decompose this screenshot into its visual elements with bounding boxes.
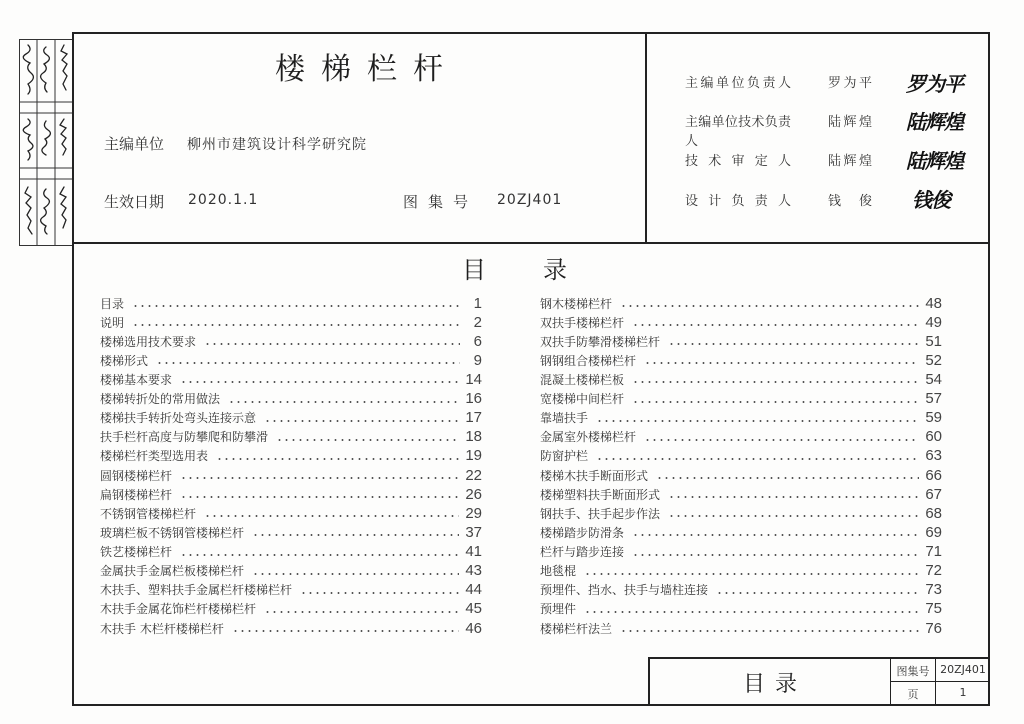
atlas-number-label: 图集号	[896, 665, 930, 678]
toc-entry-page: 72	[925, 562, 942, 580]
toc-entry-page: 68	[925, 504, 942, 522]
toc-leader-dots	[668, 489, 919, 499]
toc-entry-page: 52	[925, 351, 942, 369]
toc-entry-page: 73	[925, 581, 942, 599]
toc-entry-page: 41	[465, 543, 482, 561]
toc-entry	[100, 352, 482, 368]
toc-entry-title: 扁钢楼梯栏杆	[100, 487, 173, 502]
signoff-signature: 陆辉煌	[906, 110, 963, 134]
toc-entry-title: 楼梯形式	[100, 353, 149, 368]
toc-entry-title: 混凝土楼梯栏板	[540, 372, 625, 387]
toc-entry	[100, 314, 482, 330]
toc-entry	[100, 486, 482, 502]
toc-entry	[100, 391, 482, 407]
toc-entry	[100, 601, 482, 617]
toc-entry-page: 51	[925, 332, 942, 350]
toc-entry	[540, 429, 942, 445]
signoff-signature: 罗为平	[906, 72, 963, 96]
toc-entry	[100, 582, 482, 598]
toc-leader-dots	[716, 585, 919, 595]
signoff-role: 主编单位负责人	[685, 76, 791, 91]
toc-leader-dots	[632, 547, 919, 557]
toc-entry	[540, 391, 942, 407]
toc-entry-page: 59	[925, 409, 942, 427]
toc-entry	[100, 371, 482, 387]
toc-entry-title: 铁艺楼梯栏杆	[100, 545, 173, 560]
toc-entry	[100, 467, 482, 483]
signoff-signature: 陆辉煌	[906, 149, 963, 173]
toc-entry-page: 19	[465, 447, 482, 465]
toc-leader-dots	[228, 394, 459, 404]
toc-leader-dots	[252, 566, 459, 576]
toc-entry-page: 49	[925, 313, 942, 331]
toc-entry-page: 22	[465, 466, 482, 484]
signoff-role: 设计负责人	[685, 194, 791, 209]
toc-entry	[540, 352, 942, 368]
toc-entry-page: 37	[465, 523, 482, 541]
toc-entry-page: 75	[925, 600, 942, 618]
toc-leader-dots	[300, 585, 459, 595]
toc-leader-dots	[180, 547, 459, 557]
toc-leader-dots	[632, 527, 919, 537]
signoff-name: 罗为平	[828, 76, 872, 91]
toc-entry	[100, 295, 482, 311]
toc-entry-title: 钢钢组合楼梯栏杆	[540, 353, 637, 368]
toc-leader-dots	[132, 317, 460, 327]
page-label: 页	[907, 688, 919, 701]
toc-leader-dots	[632, 374, 919, 384]
toc-entry	[540, 467, 942, 483]
editor-unit: 柳州市建筑设计科学研究院	[187, 137, 367, 153]
toc-entry-page: 6	[473, 332, 482, 350]
toc-entry-title: 防窗护栏	[540, 449, 589, 464]
toc-leader-dots	[584, 566, 919, 576]
toc-entry-page: 16	[465, 390, 482, 408]
toc-entry	[540, 505, 942, 521]
toc-entry	[540, 563, 942, 579]
toc-leader-dots	[584, 604, 919, 614]
toc-entry	[540, 601, 942, 617]
toc-entry-title: 楼梯踏步防滑条	[540, 525, 625, 540]
toc-entry-page: 71	[925, 543, 942, 561]
toc-leader-dots	[596, 413, 919, 423]
toc-entry-title: 木扶手金属花饰栏杆楼梯栏杆	[100, 602, 257, 617]
effective-date-label: 生效日期	[104, 193, 165, 211]
toc-entry	[100, 429, 482, 445]
toc-entry	[100, 620, 482, 636]
toc-entry	[100, 563, 482, 579]
toc-entry	[540, 371, 942, 387]
toc-entry-title: 楼梯扶手转折处弯头连接示意	[100, 411, 257, 426]
toc-entry-title: 钢扶手、扶手起步作法	[540, 506, 661, 521]
toc-entry-title: 楼梯栏杆类型选用表	[100, 449, 209, 464]
toc-entry	[540, 486, 942, 502]
signoff-signature: 钱俊	[912, 188, 950, 212]
toc-entry-page: 46	[465, 619, 482, 637]
toc-entry-title: 扶手栏杆高度与防攀爬和防攀滑	[100, 430, 269, 445]
toc-entry-title: 楼梯转折处的常用做法	[100, 392, 221, 407]
toc-entry-title: 目录	[100, 296, 125, 311]
toc-leader-dots	[252, 527, 459, 537]
toc-entry	[540, 524, 942, 540]
signoff-role: 技术审定人	[685, 154, 791, 169]
toc-entry-title: 楼梯栏杆法兰	[540, 621, 613, 636]
toc-leader-dots	[644, 355, 919, 365]
toc-leader-dots	[216, 451, 459, 461]
toc-entry-title: 双扶手防攀滑楼梯栏杆	[540, 334, 661, 349]
toc-entry-title: 栏杆与踏步连接	[540, 545, 625, 560]
editor-unit-label: 主编单位	[104, 135, 165, 153]
toc-leader-dots	[180, 374, 459, 384]
toc-entry-title: 木扶手、塑料扶手金属栏杆楼梯栏杆	[100, 583, 293, 598]
toc-entry-page: 67	[925, 485, 942, 503]
toc-entry-title: 双扶手楼梯栏杆	[540, 315, 625, 330]
title-block-title: 目录	[742, 672, 807, 697]
toc-entry-title: 玻璃栏板不锈钢管楼梯栏杆	[100, 525, 245, 540]
toc-entry-page: 9	[473, 351, 482, 369]
atlas-number-label: 图集号	[403, 193, 479, 211]
toc-leader-dots	[132, 298, 460, 308]
contents-heading: 目录	[462, 256, 624, 284]
title-block-divider	[890, 681, 989, 682]
toc-entry-title: 不锈钢管楼梯栏杆	[100, 506, 197, 521]
toc-leader-dots	[632, 317, 919, 327]
toc-leader-dots	[632, 394, 919, 404]
toc-entry-page: 44	[465, 581, 482, 599]
signoff-role: 主编单位技术负责人	[685, 115, 791, 149]
toc-entry-page: 69	[925, 523, 942, 541]
toc-entry	[100, 448, 482, 464]
toc-entry-page: 17	[465, 409, 482, 427]
toc-entry-title: 地毯棍	[540, 564, 577, 579]
signoff-name: 钱俊	[828, 194, 872, 209]
page-number: 1	[959, 686, 967, 699]
toc-entry-title: 钢木楼梯栏杆	[540, 296, 613, 311]
signoff-name: 陆辉煌	[828, 115, 872, 130]
toc-entry	[540, 333, 942, 349]
toc-entry-page: 57	[925, 390, 942, 408]
toc-entry	[100, 410, 482, 426]
atlas-number: 20ZJ401	[497, 192, 563, 208]
toc-entry-title: 宽楼梯中间栏杆	[540, 392, 625, 407]
toc-entry-page: 14	[465, 370, 482, 388]
toc-entry-title: 楼梯选用技术要求	[100, 334, 197, 349]
toc-entry-page: 54	[925, 370, 942, 388]
toc-entry	[540, 544, 942, 560]
toc-entry	[100, 544, 482, 560]
toc-leader-dots	[596, 451, 919, 461]
toc-entry-title: 金属室外楼梯栏杆	[540, 430, 637, 445]
toc-entry	[540, 295, 942, 311]
effective-date: 2020.1.1	[188, 192, 259, 208]
toc-leader-dots	[232, 623, 459, 633]
toc-entry-page: 76	[925, 619, 942, 637]
toc-entry-page: 1	[473, 294, 482, 312]
toc-entry-title: 楼梯木扶手断面形式	[540, 468, 649, 483]
toc-entry-title: 楼梯塑料扶手断面形式	[540, 487, 661, 502]
toc-leader-dots	[668, 336, 919, 346]
toc-leader-dots	[180, 470, 459, 480]
toc-entry	[100, 524, 482, 540]
toc-leader-dots	[204, 336, 460, 346]
toc-leader-dots	[264, 604, 459, 614]
toc-entry-title: 预埋件	[540, 602, 577, 617]
toc-leader-dots	[656, 470, 919, 480]
toc-entry-page: 18	[465, 428, 482, 446]
signoff-name: 陆辉煌	[828, 154, 872, 169]
toc-entry-title: 靠墙扶手	[540, 411, 589, 426]
toc-entry-page: 2	[473, 313, 482, 331]
toc-entry-title: 楼梯基本要求	[100, 372, 173, 387]
toc-entry	[100, 505, 482, 521]
toc-leader-dots	[620, 298, 919, 308]
toc-entry	[540, 620, 942, 636]
margin-signature-strip	[19, 39, 73, 247]
toc-leader-dots	[620, 623, 919, 633]
toc-leader-dots	[668, 508, 919, 518]
toc-entry-page: 26	[465, 485, 482, 503]
toc-entry-page: 63	[925, 447, 942, 465]
toc-entry-title: 说明	[100, 315, 125, 330]
toc-entry-page: 45	[465, 600, 482, 618]
atlas-title: 楼梯栏杆	[275, 52, 459, 87]
toc-leader-dots	[264, 413, 459, 423]
toc-entry-page: 66	[925, 466, 942, 484]
toc-entry-title: 金属扶手金属栏板楼梯栏杆	[100, 564, 245, 579]
toc-leader-dots	[204, 508, 459, 518]
toc-entry	[540, 410, 942, 426]
toc-leader-dots	[180, 489, 459, 499]
toc-entry	[540, 582, 942, 598]
toc-entry-title: 圆钢楼梯栏杆	[100, 468, 173, 483]
toc-entry-page: 43	[465, 562, 482, 580]
toc-leader-dots	[644, 432, 919, 442]
toc-entry-page: 29	[465, 504, 482, 522]
toc-entry-title: 木扶手 木栏杆楼梯栏杆	[100, 621, 224, 636]
toc-entry-title: 预埋件、挡水、扶手与墙柱连接	[540, 583, 709, 598]
toc-entry	[540, 448, 942, 464]
toc-entry-page: 48	[925, 294, 942, 312]
atlas-number: 20ZJ401	[940, 663, 986, 676]
toc-entry	[100, 333, 482, 349]
toc-entry-page: 60	[925, 428, 942, 446]
toc-entry	[540, 314, 942, 330]
toc-leader-dots	[276, 432, 459, 442]
toc-leader-dots	[156, 355, 460, 365]
